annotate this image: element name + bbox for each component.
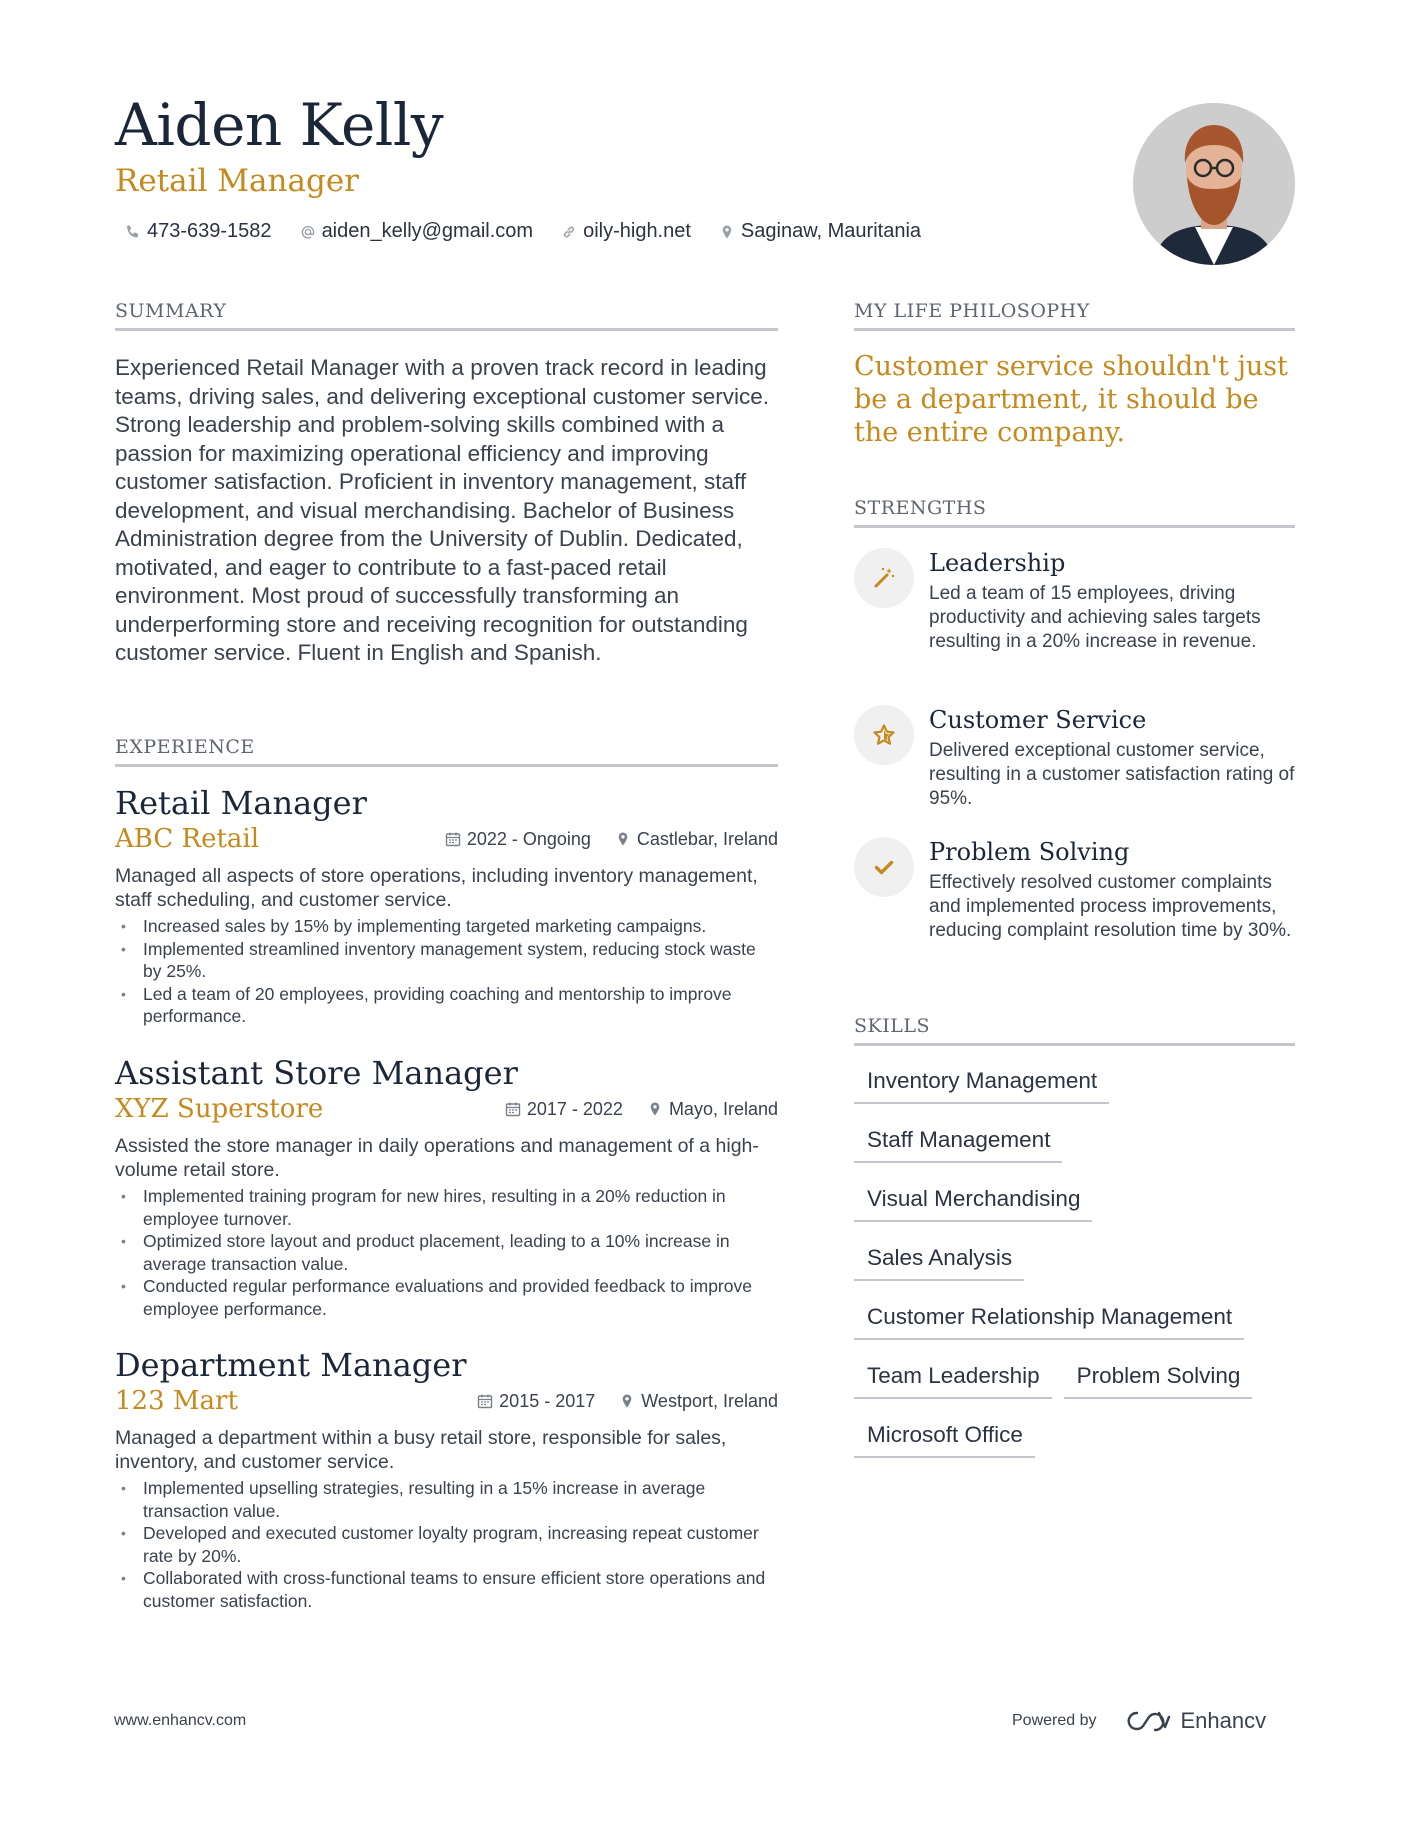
profile-photo — [1133, 103, 1295, 265]
powered-by-label: Powered by — [1012, 1712, 1097, 1729]
skills-heading: SKILLS — [854, 1015, 1295, 1046]
contact-location-text: Saginaw, Mauritania — [740, 220, 922, 242]
bullet-item: • Optimized store layout and product placement, leading to a 10% increase in average transaction value. — [143, 1230, 778, 1275]
bullet-item: • Implemented streamlined inventory management system, reducing stock waste by 25%. — [143, 938, 778, 983]
job-entry-dates — [445, 829, 591, 850]
at-icon — [300, 224, 316, 240]
strength-title: Problem Solving — [929, 838, 1130, 866]
calendar-icon — [477, 1393, 493, 1409]
job-entry-company: XYZ Superstore — [115, 1094, 324, 1125]
contact-website[interactable] — [561, 220, 691, 243]
brand-logo[interactable] — [1125, 1708, 1267, 1734]
skill-tag: Visual Merchandising — [854, 1181, 1092, 1222]
job-title: Retail Manager — [115, 163, 359, 199]
phone-icon — [125, 224, 141, 240]
job-entry-bullets — [115, 915, 778, 1028]
contact-phone-text: 473-639-1582 — [147, 220, 272, 242]
location-pin-icon — [615, 831, 631, 847]
job-entry-bullets — [115, 1185, 778, 1320]
job-entry-location — [647, 1099, 778, 1120]
skill-tag: Team Leadership — [854, 1358, 1052, 1399]
skill-tag: Sales Analysis — [854, 1240, 1024, 1281]
calendar-icon — [445, 831, 461, 847]
bullet-item: • Implemented training program for new hires, resulting in a 20% reduction in employee turnover. — [143, 1185, 778, 1230]
contact-bar — [125, 220, 921, 243]
resume-name: Aiden Kelly — [115, 91, 444, 159]
calendar-icon — [505, 1101, 521, 1117]
strength-title: Leadership — [929, 549, 1066, 577]
star-icon — [872, 723, 896, 747]
job-entry-description: Managed a department within a busy retail store, responsible for sales, inventory, and customer service. — [115, 1427, 727, 1474]
contact-location — [719, 220, 921, 243]
job-entry — [115, 784, 778, 1028]
strength-description: Led a team of 15 employees, driving productivity and achieving sales targets resulting in a 20% increase in revenue. — [929, 583, 1261, 652]
link-icon — [561, 224, 577, 240]
job-entry — [115, 1054, 778, 1320]
bullet-item: • Conducted regular performance evaluations and provided feedback to improve employee performance. — [143, 1275, 778, 1320]
brand-name: Enhancv — [1180, 1708, 1267, 1733]
job-entry-dates-text: 2015 - 2017 — [499, 1390, 596, 1411]
job-entry-company: 123 Mart — [115, 1386, 238, 1417]
contact-phone[interactable] — [125, 220, 272, 243]
strengths-heading: STRENGTHS — [854, 497, 1295, 528]
job-entry-location-text: Westport, Ireland — [641, 1390, 778, 1411]
job-entry-dates — [505, 1099, 623, 1120]
job-entry-title: Assistant Store Manager — [115, 1054, 518, 1092]
bullet-item: • Developed and executed customer loyalty program, increasing repeat customer rate by 20%. — [143, 1522, 778, 1567]
avatar — [1133, 103, 1295, 265]
strength-description: Delivered exceptional customer service, resulting in a customer satisfaction rating of 95%. — [929, 740, 1295, 809]
philosophy-quote: Customer service shouldn't just be a department, it should be the entire company. — [854, 351, 1288, 448]
skill-tag: Staff Management — [854, 1122, 1062, 1163]
check-icon — [872, 855, 896, 879]
philosophy-heading: MY LIFE PHILOSOPHY — [854, 300, 1295, 331]
job-entry-bullets — [115, 1477, 778, 1612]
skill-tag: Problem Solving — [1064, 1358, 1253, 1399]
strength-title: Customer Service — [929, 706, 1147, 734]
bullet-item: • Increased sales by 15% by implementing targeted marketing campaigns. — [143, 915, 778, 938]
experience-heading: EXPERIENCE — [115, 736, 778, 767]
footer-branding — [1012, 1708, 1266, 1734]
footer-website-link[interactable]: www.enhancv.com — [114, 1712, 247, 1729]
strength-description: Effectively resolved customer complaints and implemented process improvements, reducing complaint resolution time by 30%. — [929, 872, 1292, 941]
job-entry — [115, 1346, 778, 1612]
location-pin-icon — [719, 224, 735, 240]
location-pin-icon — [647, 1101, 663, 1117]
job-entry-title: Retail Manager — [115, 784, 367, 822]
skill-tag: Inventory Management — [854, 1063, 1109, 1104]
job-entry-dates-text: 2022 - Ongoing — [466, 828, 591, 849]
job-entry-title: Department Manager — [115, 1346, 467, 1384]
bullet-item: • Collaborated with cross-functional teams to ensure efficient store operations and customer satisfaction. — [143, 1567, 778, 1612]
bullet-item: • Led a team of 20 employees, providing coaching and mentorship to improve performance. — [143, 983, 778, 1028]
location-pin-icon — [619, 1393, 635, 1409]
skill-tag: Microsoft Office — [854, 1417, 1035, 1458]
job-entry-description: Assisted the store manager in daily operations and management of a high-volume retail store. — [115, 1135, 759, 1182]
summary-text: Experienced Retail Manager with a proven track record in leading teams, driving sales, and delivering exceptional customer service. Strong leadership and problem-solving skills combined with a passion for maximizing operational efficiency and improving customer satisfaction. Proficient in inventory management, staff development, and visual merchandising. Bachelor of Business Administration degree from the University of Dublin. Dedicated, motivated, and eager to contribute to a fast-paced retail environment. Most proud of successfully transforming an underperforming store and receiving recognition for outstanding customer service. Fluent in English and Spanish. — [115, 355, 770, 665]
magic-wand-icon — [872, 566, 896, 590]
job-entry-company: ABC Retail — [115, 824, 260, 855]
strength-icon-badge — [854, 705, 914, 765]
contact-email[interactable] — [300, 220, 534, 243]
job-entry-dates — [477, 1391, 595, 1412]
contact-website-text: oily-high.net — [583, 220, 691, 242]
job-entry-dates-text: 2017 - 2022 — [526, 1098, 623, 1119]
skills-list — [854, 1063, 1295, 1476]
strength-icon-badge — [854, 837, 914, 897]
skill-tag: Customer Relationship Management — [854, 1299, 1244, 1340]
contact-email-text: aiden_kelly@gmail.com — [321, 220, 534, 242]
job-entry-location — [619, 1391, 778, 1412]
job-entry-location — [615, 829, 778, 850]
job-entry-location-text: Mayo, Ireland — [668, 1098, 778, 1119]
strength-icon-badge — [854, 548, 914, 608]
job-entry-location-text: Castlebar, Ireland — [636, 828, 778, 849]
enhancv-logo-icon — [1125, 1709, 1171, 1733]
summary-heading: SUMMARY — [115, 300, 778, 331]
bullet-item: • Implemented upselling strategies, resulting in a 15% increase in average transaction value. — [143, 1477, 778, 1522]
job-entry-description: Managed all aspects of store operations, including inventory management, staff scheduling, and customer service. — [115, 865, 758, 912]
